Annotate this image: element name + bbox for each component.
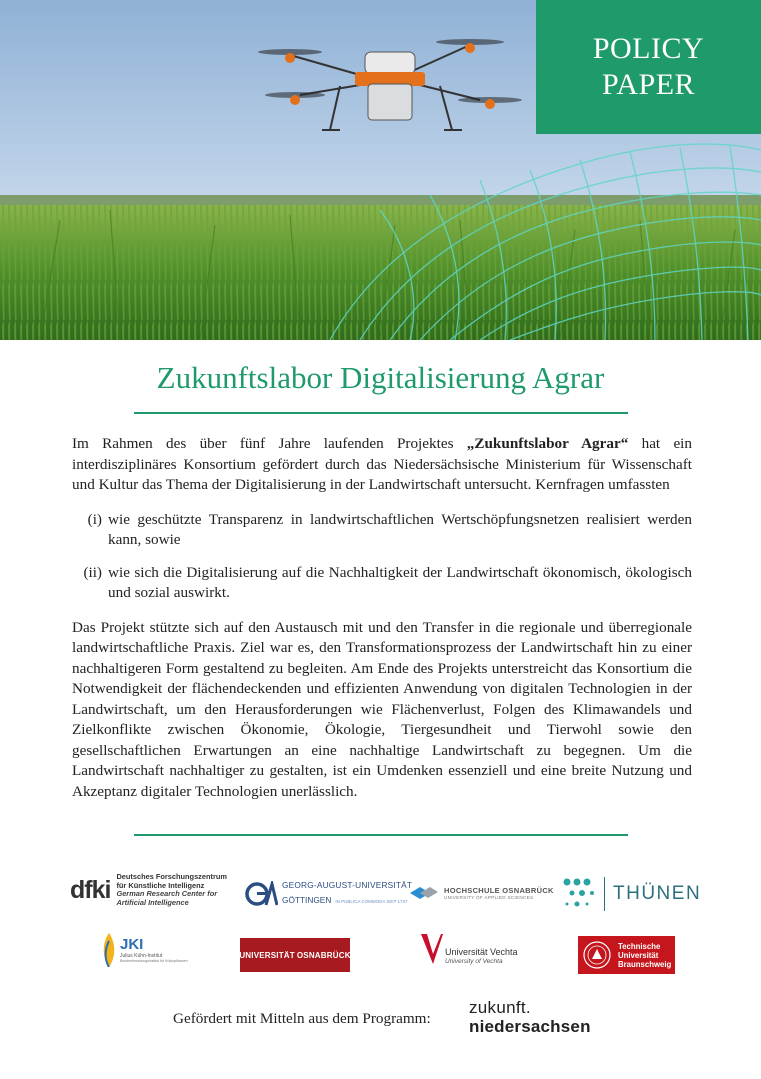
goettingen-logo bbox=[244, 880, 412, 908]
intro-before: Im Rahmen des über fünf Jahre laufenden Projektes bbox=[72, 435, 467, 452]
hso-line-1: HOCHSCHULE OSNABRÜCK bbox=[444, 886, 554, 895]
divider-bottom bbox=[134, 834, 628, 836]
uos-left: UNIVERSITÄT bbox=[239, 950, 295, 960]
list-item-text: wie geschützte Transparenz in landwirtschaftlichen Wertschöpfungsnetzen realisiert werden kann, sowie bbox=[108, 510, 692, 548]
dfki-line-2: für Künstliche Intelligenz bbox=[116, 880, 205, 890]
vechta-logo bbox=[421, 933, 518, 965]
badge-line-1: POLICY bbox=[592, 32, 705, 65]
list-item-number: (ii) bbox=[83, 563, 102, 581]
tubs-line-1: Technische bbox=[618, 941, 661, 951]
zukunft-niedersachsen-logo bbox=[469, 998, 591, 1036]
jki-mark: JKI bbox=[120, 936, 144, 953]
uni-osnabrueck-logo bbox=[240, 938, 350, 972]
dfki-mark: dfki bbox=[70, 876, 111, 904]
second-paragraph: Das Projekt stützte sich auf den Austausch mit und den Transfer in die regionale und überregionale landwirtschaftliche Praxis. Ziel war es, den Transformationsprozess der Landwirtschaft hin zu einer nachhaltigeren Form gestaltend zu begleiten. Am Ende des Projekts unterstreicht das Konsortium die Notwendigkeit der flächendeckenden und effizienten Anwendung von digitalen Technologien in der Landwirtschaft, um den Herausforderungen wie Flächenverlust, Folgen des Klimawandels und Zielkonflikte zwischen Ökonomie, Ökologie, Tiergesundheit und Tierwohl sowie den gesellschaftlichen Erwartungen an eine nachhaltige Landwirtschaft zu begegnen. Um die Landwirtschaft nachhaltiger zu gestalten, ist ein Umdenken essenziell und eine breite Nutzung und Akzeptanz digitaler Technologien unerlässlich. bbox=[72, 618, 692, 800]
jki-line-1: Julius Kühn-Institut bbox=[120, 953, 163, 959]
jki-leaf-icon bbox=[100, 933, 118, 967]
body-text bbox=[72, 434, 692, 802]
badge-line-2: PAPER bbox=[601, 68, 696, 101]
vechta-v-icon bbox=[421, 934, 443, 964]
dfki-line-1: Deutsches Forschungszentrum bbox=[116, 872, 227, 881]
program-line-1: zukunft. bbox=[469, 998, 531, 1017]
tubs-line-3: Braunschweig bbox=[618, 959, 672, 969]
list-item bbox=[72, 510, 692, 551]
page-title: Zukunftslabor Digitalisierung Agrar bbox=[156, 360, 605, 395]
goettingen-ga-icon bbox=[244, 881, 278, 907]
tu-braunschweig-logo bbox=[578, 936, 675, 974]
dfki-logo bbox=[70, 873, 227, 907]
jki-logo bbox=[100, 933, 188, 967]
tubs-line-2: Universität bbox=[618, 950, 659, 960]
tu-bs-seal-icon bbox=[582, 940, 612, 970]
list-item bbox=[72, 563, 692, 604]
list-item-number: (i) bbox=[87, 510, 102, 528]
goettingen-line-3: IN PUBLICA COMMODA SEIT 1737 bbox=[335, 899, 408, 904]
intro-project-name: „Zukunftslabor Agrar“ bbox=[466, 435, 629, 452]
key-questions-list bbox=[72, 510, 692, 604]
thuenen-dots-icon bbox=[562, 877, 600, 911]
thuenen-divider bbox=[604, 877, 605, 911]
policy-paper-badge bbox=[536, 0, 761, 134]
list-item-text: wie sich die Digitalisierung auf die Nachhaltigkeit der Landwirtschaft ökonomisch, ökologisch und sozial auswirkt. bbox=[108, 563, 692, 601]
vechta-line-2: University of Vechta bbox=[445, 958, 503, 965]
thuenen-name: THÜNEN bbox=[613, 883, 702, 904]
jki-line-2: Bundesforschungsinstitut für Kulturpflanzen bbox=[120, 959, 188, 963]
hochschule-osnabrueck-logo bbox=[410, 885, 554, 901]
dfki-line-3: German Research Center for bbox=[116, 889, 218, 898]
uos-right: OSNABRÜCK bbox=[296, 950, 351, 960]
dfki-line-4: Artificial Intelligence bbox=[116, 897, 189, 907]
goettingen-line-1: GEORG-AUGUST-UNIVERSITÄT bbox=[282, 880, 413, 890]
vechta-line-1: Universität Vechta bbox=[445, 947, 518, 957]
intro-paragraph bbox=[72, 434, 692, 496]
funding-label: Gefördert mit Mitteln aus dem Programm: bbox=[173, 1010, 431, 1027]
goettingen-line-2: GÖTTINGEN bbox=[282, 895, 332, 905]
intro-after: hat ein interdisziplinäres Konsortium gefördert durch das Niedersächsische Ministerium für Wissenschaft und Kultur das Thema der Digitalisierung in der Landwirtschaft untersucht. Kernfragen umfassten bbox=[72, 435, 692, 493]
hochschule-osnabrueck-icon bbox=[410, 885, 438, 901]
thuenen-logo bbox=[562, 877, 701, 911]
hso-line-2: UNIVERSITY OF APPLIED SCIENCES bbox=[444, 895, 534, 900]
divider-top bbox=[134, 412, 628, 414]
program-line-2: niedersachsen bbox=[469, 1017, 591, 1036]
